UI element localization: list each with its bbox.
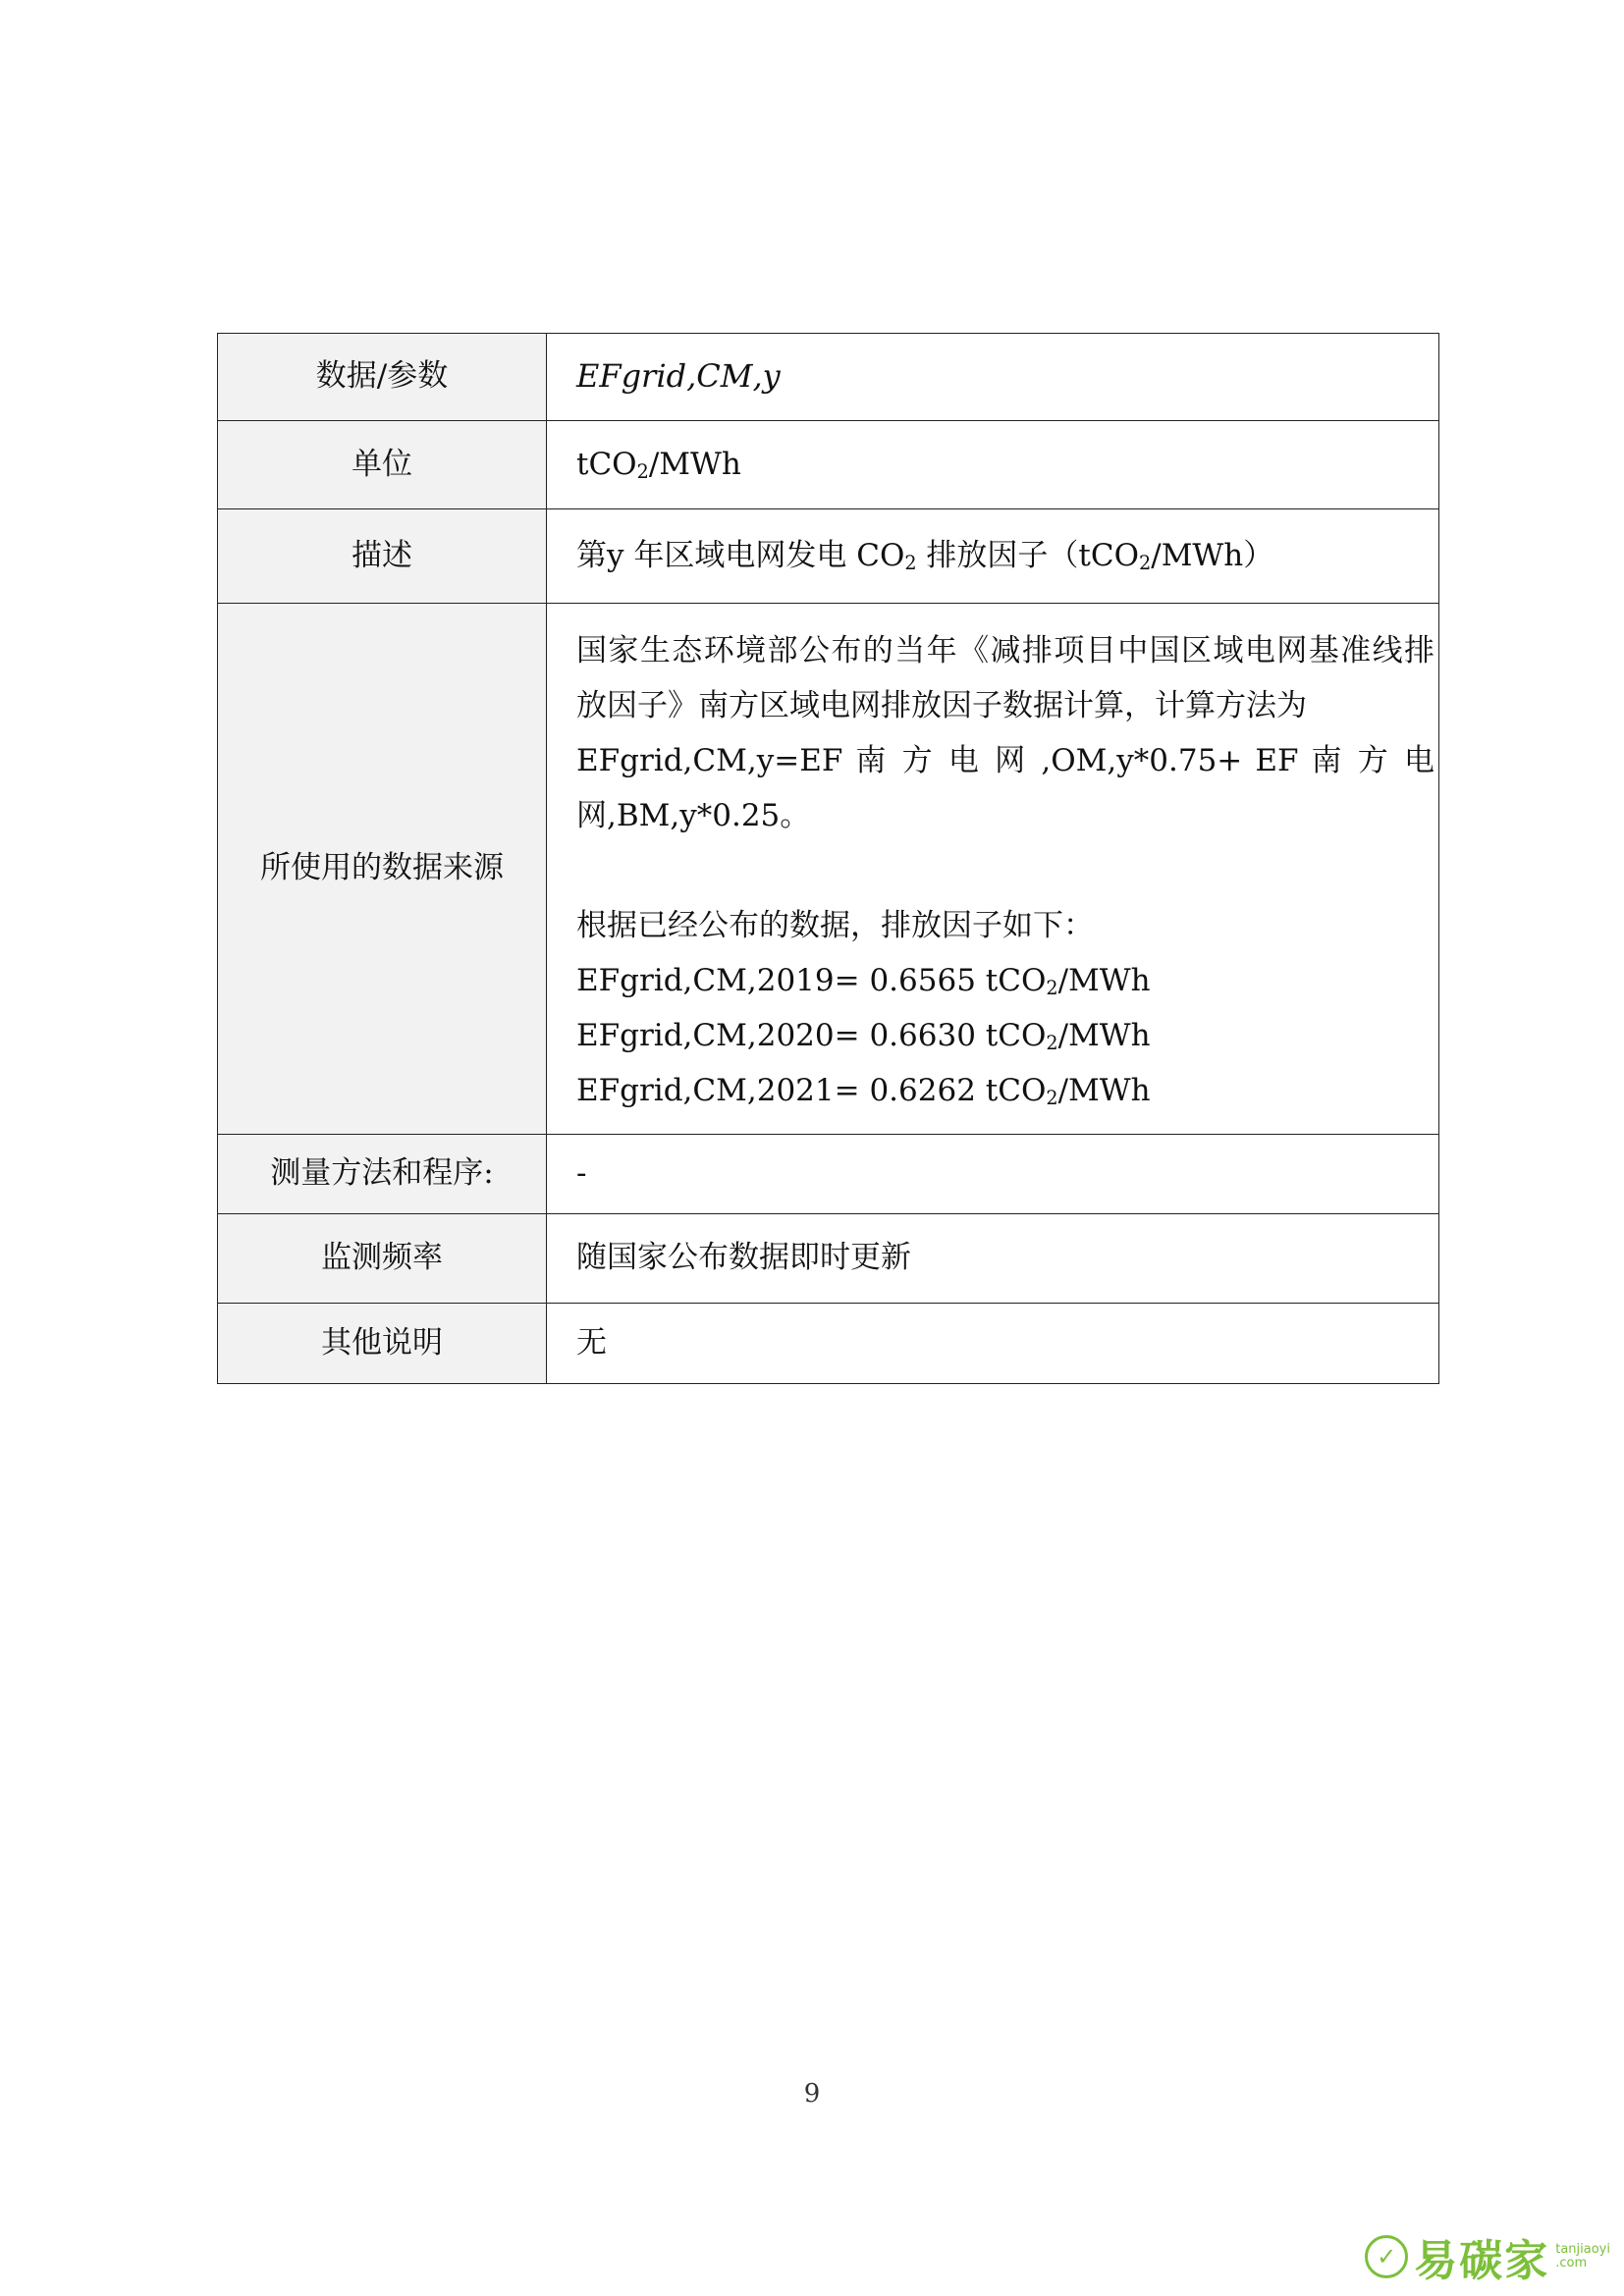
table-row — [218, 334, 1439, 421]
source-text-line: EFgrid,CM,y=EF 南 方 电 网 ,OM,y*0.75+ EF 南 方 电 — [576, 743, 1435, 778]
unit-value: tCO$_2$/MWh — [547, 421, 1439, 509]
emission-factor-line: EFgrid,CM,2020= 0.6630 tCO$_2$/MWh — [576, 1018, 1151, 1054]
row-label: 所使用的数据来源 — [218, 604, 547, 1135]
description-value: 第y 年区域电网发电 $CO_2$ 排放因子（tCO$_2$/MWh） — [547, 509, 1439, 604]
emission-factor-line: EFgrid,CM,2021= 0.6262 tCO$_2$/MWh — [576, 1073, 1151, 1109]
row-label: 数据/参数 — [218, 334, 547, 421]
watermark-text: 易碳家 — [1414, 2236, 1550, 2286]
leaf-logo-icon: ✓ — [1365, 2235, 1408, 2278]
other-notes-value: 无 — [547, 1304, 1439, 1384]
table-row — [218, 604, 1439, 1135]
table-row — [218, 1214, 1439, 1304]
row-label: 单位 — [218, 421, 547, 509]
emission-factor-line: EFgrid,CM,2019= 0.6565 tCO$_2$/MWh — [576, 963, 1151, 999]
monitoring-frequency-value: 随国家公布数据即时更新 — [547, 1214, 1439, 1304]
data-source-value — [547, 604, 1439, 1135]
table-row — [218, 509, 1439, 604]
page-number: 9 — [803, 2079, 821, 2109]
row-label: 其他说明 — [218, 1304, 547, 1384]
source-text-line: 国家生态环境部公布的当年《减排项目中国区域电网基准线排 — [576, 633, 1435, 668]
source-text-line: 网,BM,y*0.25。 — [576, 798, 811, 833]
watermark-domain: tanjiaoyi .com — [1555, 2242, 1610, 2270]
parameter-name: EFgrid,CM,y — [547, 334, 1439, 421]
table-row — [218, 1304, 1439, 1384]
row-label: 描述 — [218, 509, 547, 604]
watermark-logo — [1365, 2225, 1610, 2288]
source-text-line: 放因子》南方区域电网排放因子数据计算，计算方法为 — [576, 688, 1307, 723]
row-label: 测量方法和程序: — [218, 1135, 547, 1214]
table-row — [218, 1135, 1439, 1214]
row-label: 监测频率 — [218, 1214, 547, 1304]
factors-intro: 根据已经公布的数据，排放因子如下： — [576, 908, 1094, 943]
table-row — [218, 421, 1439, 509]
measurement-method-value: - — [547, 1135, 1439, 1214]
parameter-table — [217, 333, 1439, 1384]
